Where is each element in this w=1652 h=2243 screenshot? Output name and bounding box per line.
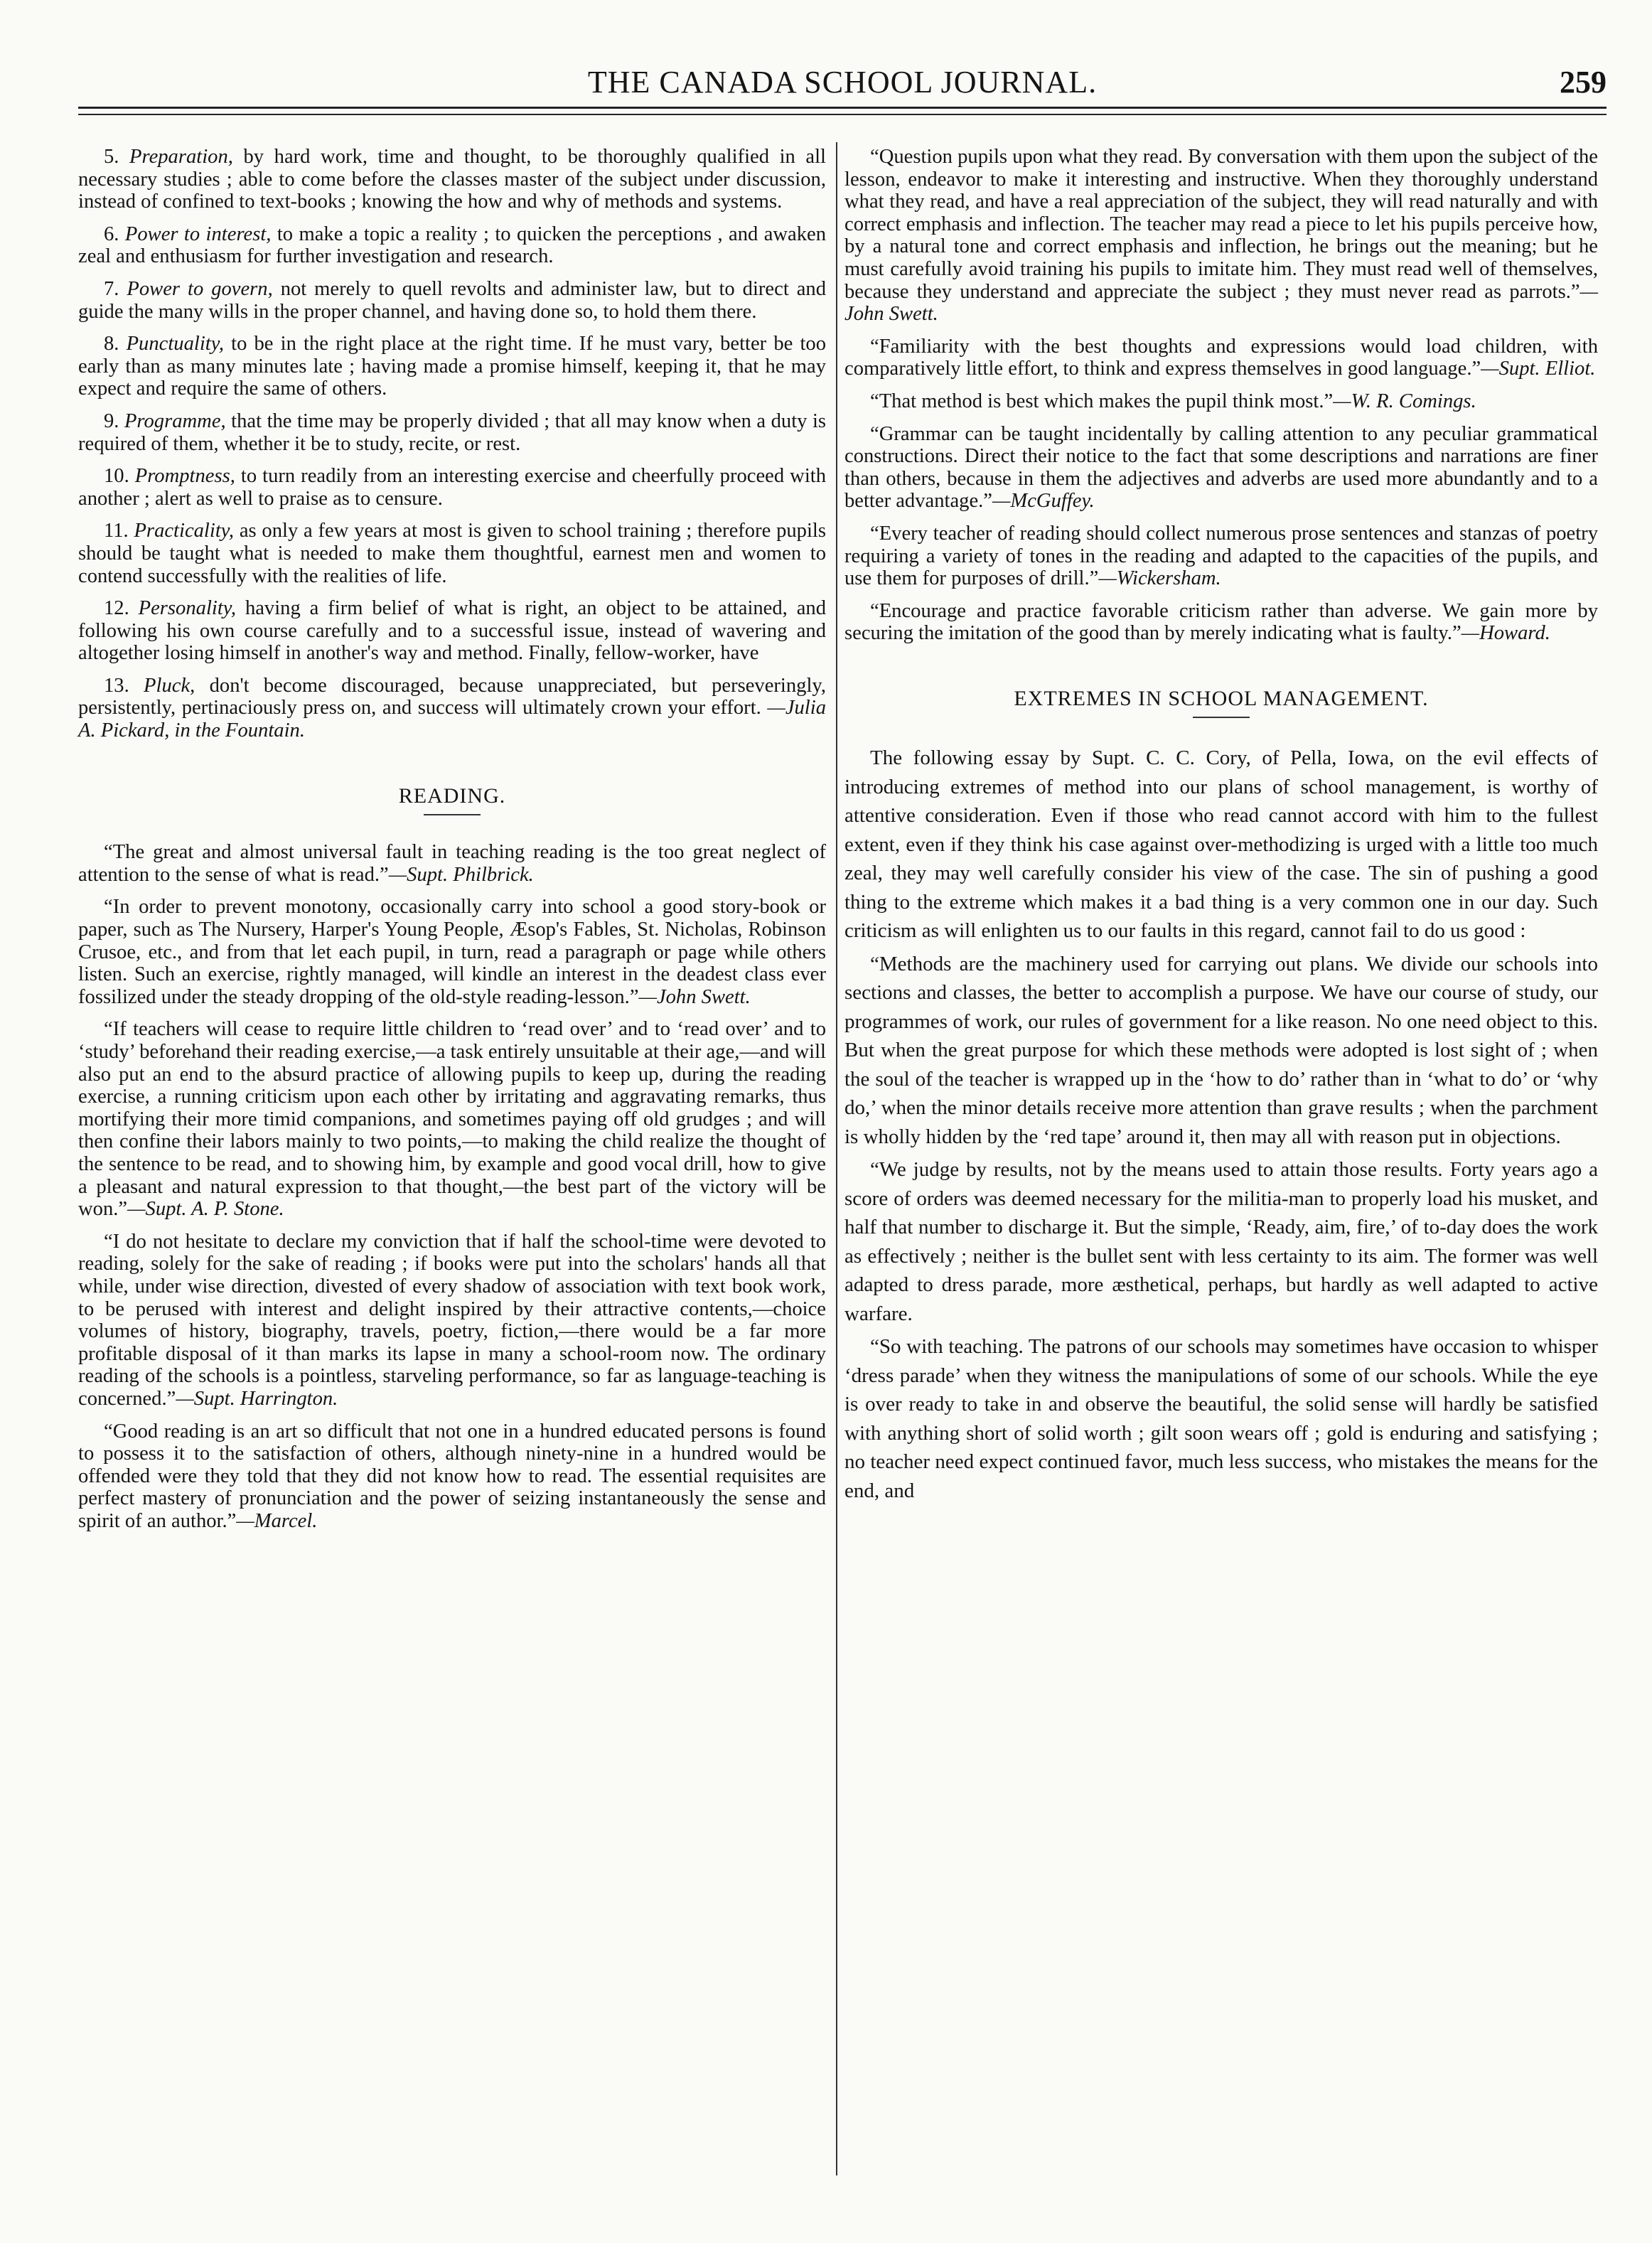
attribution: —Marcel. xyxy=(236,1509,318,1532)
list-item xyxy=(78,278,826,323)
quote-text: “That method is best which makes the pupil think most.” xyxy=(870,390,1334,412)
essay-paragraph: “So with teaching. The patrons of our schools may sometimes have occasion to whisper ‘dress parade’ when they witness the manipulations of some of our schools. While the eye is over ready to take in and observe the beautiful, the solid sense will hardly be satisfied with anything short of solid worth ; gilt soon wears off ; gold is enduring and satisfying ; no teacher need expect continued favor, much less success, who mistakes the means for the end, and xyxy=(844,1335,1598,1502)
reading-quotes-continued xyxy=(844,146,1598,645)
quote xyxy=(844,146,1598,326)
attribution: —John Swett. xyxy=(638,985,751,1008)
quote xyxy=(844,600,1598,645)
attribution: —Wickersham. xyxy=(1098,567,1221,590)
quote-text: “Every teacher of reading should collect numerous prose sentences and stanzas of poetry requiring a variety of tones in the reading and adapted to the capacities of the pupils, and use them for purposes of drill.” xyxy=(844,522,1598,590)
item-number: 11. xyxy=(104,520,134,542)
item-number: 8. xyxy=(104,333,127,355)
item-text: don't become discouraged, because unappreciated, but perseveringly, persistently, pertinaciously press on, and success will ultimately crown your effort. xyxy=(78,674,827,719)
heading-rule xyxy=(424,814,481,815)
list-item xyxy=(78,597,826,665)
list-item xyxy=(78,465,826,510)
list-item xyxy=(78,146,826,213)
qualifications-list xyxy=(78,146,826,742)
list-item xyxy=(78,675,826,742)
right-column xyxy=(844,146,1598,1509)
item-text: by hard work, time and thought, to be thoroughly qualified in all necessary studies ; able to come before the classes master of the subject under discussion, instead of confined to text-books ; knowing the how and why of methods and systems. xyxy=(78,146,827,213)
item-text: not merely to quell revolts and administer law, but to direct and guide the many wills in the proper channel, and having done so, to hold them there. xyxy=(78,277,826,323)
quote-text: “Encourage and practice favorable criticism rather than adverse. We gain more by securing the imitation of the good than by merely indicating what is faulty.” xyxy=(844,599,1598,645)
extremes-heading: EXTREMES IN SCHOOL MANAGEMENT. xyxy=(1014,686,1429,710)
list-item xyxy=(78,410,826,455)
quote-text: “Grammar can be taught incidentally by calling attention to any peculiar grammatical constructions. Direct their notice to the fact that some descriptions and narrations are finer than others, because in them the adjectives and adverbs are used more abundantly and to a better advantage.” xyxy=(844,422,1598,513)
item-number: 9. xyxy=(104,409,124,432)
quote-text: “The great and almost universal fault in teaching reading is the too great neglect of attention to the sense of what is read.” xyxy=(78,841,826,886)
header-rule xyxy=(78,107,1607,109)
item-text: that the time may be properly divided ; that all may know when a duty is required of them, whether it be to study, recite, or rest. xyxy=(78,409,827,455)
item-term: Practicality, xyxy=(134,520,235,542)
attribution: —Howard. xyxy=(1461,622,1550,645)
item-term: Personality, xyxy=(138,597,237,620)
quote-text: “Good reading is an art so difficult that not one in a hundred educated persons is found to possess it to the satisfaction of others, although ninety-nine in a hundred would be offended were they told that they did not know how to read. The essential requisites are perfect mastery of pronunciation and the power of seizing instantaneously the sense and spirit of an author.” xyxy=(78,1420,826,1532)
quote xyxy=(78,1420,826,1533)
list-item xyxy=(78,223,826,268)
item-term: Power to govern, xyxy=(127,277,273,300)
attribution: —John Swett. xyxy=(844,280,1598,326)
page-number: 259 xyxy=(1560,65,1607,100)
item-text: to turn readily from an interesting exercise and cheerfully proceed with another ; alert as well to praise as to censure. xyxy=(78,465,827,510)
quote xyxy=(844,423,1598,513)
quote-text: “In order to prevent monotony, occasionally carry into school a good story-book or paper, such as The Nursery, Harper's Young People, Æsop's Fables, St. Nicholas, Robinson Crusoe, etc., and from that let each pupil, in turn, read a paragraph or page while others listen. Such an exercise, rightly managed, will kindle an interest in the deadest class ever fossilized under the steady dropping of the old-style reading-lesson.” xyxy=(78,896,826,1008)
header-rule-thin xyxy=(78,114,1607,115)
quote-text: “Question pupils upon what they read. By conversation with them upon the subject of the lesson, endeavor to make it interesting and instructive. When they thoroughly understand what they read, and have a real appreciation of the subject, they will read naturally and with correct emphasis and inflection. The teacher may read a piece to let his pupils perceive how, by a natural tone and correct emphasis and inflection, he brings out the meaning; but he must carefully avoid training his pupils to imitate him. They must read well of themselves, because they understand and appreciate the subject ; they must never read as parrots.” xyxy=(844,146,1598,303)
attribution: —McGuffey. xyxy=(992,490,1095,513)
attribution: —W. R. Comings. xyxy=(1333,390,1476,412)
item-number: 13. xyxy=(104,674,144,697)
list-item xyxy=(78,333,826,400)
quote-text: “Familiarity with the best thoughts and expressions would load children, with comparatively little effort, to think and express themselves in good language.” xyxy=(844,335,1598,380)
reading-quotes xyxy=(78,841,826,1532)
item-number: 12. xyxy=(104,597,139,620)
quote xyxy=(78,896,826,1008)
quote xyxy=(844,336,1598,380)
item-number: 7. xyxy=(104,277,127,300)
reading-heading: READING. xyxy=(398,783,506,808)
attribution: —Julia A. Pickard, in the Fountain. xyxy=(78,697,826,742)
column-divider xyxy=(836,142,837,2175)
attribution: —Supt. A. P. Stone. xyxy=(127,1198,284,1221)
item-term: Preparation, xyxy=(129,146,233,168)
journal-title: THE CANADA SCHOOL JOURNAL. xyxy=(587,65,1098,100)
item-text: as only a few years at most is given to school training ; therefore pupils should be taught what is needed to make them thoughtful, earnest men and women to contend successfully with the realities of life. xyxy=(78,520,826,587)
essay-paragraph: The following essay by Supt. C. C. Cory, of Pella, Iowa, on the evil effects of introducing extremes of method into our plans of school management, is worthy of attentive consideration. Even if those who read cannot accord with him to the fullest extent, even if they think his case against over-methodizing is urged with a little too much zeal, they may well carefully consider his view of the case. The sin of pushing a good thing to the extreme which makes it a bad thing is a very common one in our day. Such criticism as will enlighten us to our faults in this regard, cannot fail to do us good : xyxy=(844,746,1598,943)
attribution: —Supt. Elliot. xyxy=(1481,358,1596,380)
item-number: 6. xyxy=(104,223,125,245)
item-text: to make a topic a reality ; to quicken the perceptions , and awaken zeal and enthusiasm for further investigation and research. xyxy=(78,223,827,268)
item-term: Programme, xyxy=(124,409,226,432)
left-column xyxy=(78,146,826,1542)
item-number: 10. xyxy=(104,465,135,488)
quote xyxy=(844,390,1598,413)
quote xyxy=(78,1018,826,1220)
attribution: —Supt. Harrington. xyxy=(176,1387,338,1410)
heading-rule xyxy=(1193,717,1250,718)
quote xyxy=(78,841,826,886)
quote xyxy=(78,1231,826,1410)
item-term: Power to interest, xyxy=(124,223,272,245)
masthead xyxy=(78,64,1607,107)
item-term: Punctuality, xyxy=(126,333,224,355)
item-term: Promptness, xyxy=(134,465,235,488)
quote-text: “If teachers will cease to require little children to ‘read over’ and to ‘read over’ and to ‘study’ beforehand their reading exercise,—a task entirely unsuitable at their age,—and will also put an end to the absurd practice of allowing pupils to keep up, during the reading exercise, a running criticism upon each other by irritating and aggravating remarks, thus mortifying their more timid companions, and sometimes paying off old grudges ; and will then confine their labors mainly to two points,—to making the child realize the thought of the sentence to be read, and to showing him, by example and good vocal drill, how to give a pleasant and natural expression to that thought,—the best part of the victory will be won.” xyxy=(78,1018,826,1221)
item-term: Pluck, xyxy=(144,674,195,697)
attribution: —Supt. Philbrick. xyxy=(388,863,534,886)
essay-paragraph: “Methods are the machinery used for carrying out plans. We divide our schools into sections and classes, the better to accomplish a purpose. We have our course of study, our programmes of work, our rules of government for a like reason. No one need object to this. But when the great purpose for which these methods were adopted is lost sight of ; when the soul of the teacher is wrapped up in the ‘how to do’ rather than in ‘what to do’ or ‘why do,’ when the minor details receive more attention than grave results ; when the parchment is wholly hidden by the ‘red tape’ around it, then may all with reason put in objections. xyxy=(844,952,1598,1148)
item-text: to be in the right place at the right time. If he must vary, better be too early than as many minutes late ; having made a promise himself, keeping it, that he may expect and require the same of others. xyxy=(78,333,826,400)
quote-text: “I do not hesitate to declare my conviction that if half the school-time were devoted to reading, solely for the sake of reading ; if books were put into the scholars' hands all that while, under wise direction, divested of every shadow of association with text book work, to be perused with interest and delight inspired by their attractive contents,—choice volumes of history, biography, travels, poetry, fiction,—there would be a far more profitable disposal of it than marks its lapse in many a school-room now. The ordinary reading of the schools is a pointless, starveling performance, so far as language-teaching is concerned.” xyxy=(78,1230,826,1410)
list-item xyxy=(78,520,826,587)
essay-paragraph: “We judge by results, not by the means used to attain those results. Forty years ago a score of orders was deemed necessary for the militia-man to properly load his musket, and half that number to discharge it. But the simple, ‘Ready, aim, fire,’ of to-day does the work as effectively ; neither is the bullet sent with less certainty to its aim. The former was well adapted to dress parade, more æsthetical, perhaps, but hardly as well adapted to active warfare. xyxy=(844,1158,1598,1325)
item-number: 5. xyxy=(104,146,130,168)
item-text: having a firm belief of what is right, an object to be attained, and following his own course carefully and to a successful issue, instead of wavering and altogether losing himself in another's way and method. Finally, fellow-worker, have xyxy=(78,597,826,665)
quote xyxy=(844,523,1598,590)
essay xyxy=(844,744,1598,1505)
